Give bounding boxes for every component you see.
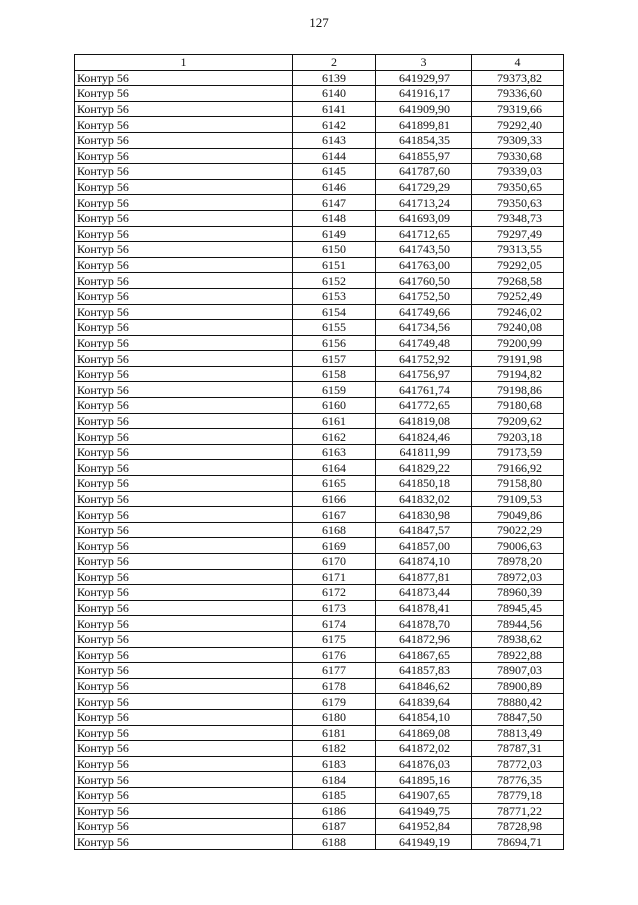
y-coordinate-cell: 78944,56 — [472, 616, 564, 632]
x-coordinate-cell: 641734,56 — [376, 320, 472, 336]
x-coordinate-cell: 641872,96 — [376, 631, 472, 647]
table-row — [75, 429, 564, 445]
y-coordinate-cell: 79166,92 — [472, 460, 564, 476]
point-number-cell: 6166 — [293, 491, 376, 507]
x-coordinate-cell: 641878,41 — [376, 600, 472, 616]
contour-name-cell: Контур 56 — [75, 101, 293, 117]
point-number-cell: 6169 — [293, 538, 376, 554]
point-number-cell: 6188 — [293, 834, 376, 850]
table-row — [75, 86, 564, 102]
table-row — [75, 476, 564, 492]
contour-name-cell: Контур 56 — [75, 70, 293, 86]
point-number-cell: 6140 — [293, 86, 376, 102]
contour-name-cell: Контур 56 — [75, 304, 293, 320]
x-coordinate-cell: 641839,64 — [376, 694, 472, 710]
y-coordinate-cell: 78978,20 — [472, 554, 564, 570]
contour-name-cell: Контур 56 — [75, 351, 293, 367]
contour-name-cell: Контур 56 — [75, 179, 293, 195]
x-coordinate-cell: 641949,19 — [376, 834, 472, 850]
point-number-cell: 6175 — [293, 631, 376, 647]
point-number-cell: 6176 — [293, 647, 376, 663]
x-coordinate-cell: 641909,90 — [376, 101, 472, 117]
x-coordinate-cell: 641761,74 — [376, 382, 472, 398]
point-number-cell: 6173 — [293, 600, 376, 616]
contour-name-cell: Контур 56 — [75, 538, 293, 554]
contour-name-cell: Контур 56 — [75, 382, 293, 398]
x-coordinate-cell: 641869,08 — [376, 725, 472, 741]
x-coordinate-cell: 641712,65 — [376, 226, 472, 242]
contour-name-cell: Контур 56 — [75, 366, 293, 382]
contour-name-cell: Контур 56 — [75, 117, 293, 133]
y-coordinate-cell: 78694,71 — [472, 834, 564, 850]
point-number-cell: 6161 — [293, 413, 376, 429]
y-coordinate-cell: 79194,82 — [472, 366, 564, 382]
contour-name-cell: Контур 56 — [75, 164, 293, 180]
contour-name-cell: Контур 56 — [75, 273, 293, 289]
point-number-cell: 6154 — [293, 304, 376, 320]
x-coordinate-cell: 641929,97 — [376, 70, 472, 86]
contour-name-cell: Контур 56 — [75, 678, 293, 694]
y-coordinate-cell: 79180,68 — [472, 398, 564, 414]
x-coordinate-cell: 641876,03 — [376, 756, 472, 772]
y-coordinate-cell: 78779,18 — [472, 787, 564, 803]
x-coordinate-cell: 641854,10 — [376, 709, 472, 725]
table-body — [75, 55, 564, 850]
contour-name-cell: Контур 56 — [75, 335, 293, 351]
x-coordinate-cell: 641854,35 — [376, 132, 472, 148]
table-row — [75, 304, 564, 320]
point-number-cell: 6167 — [293, 507, 376, 523]
x-coordinate-cell: 641952,84 — [376, 819, 472, 835]
contour-name-cell: Контур 56 — [75, 616, 293, 632]
table-row — [75, 819, 564, 835]
point-number-cell: 6164 — [293, 460, 376, 476]
point-number-cell: 6185 — [293, 787, 376, 803]
y-coordinate-cell: 78922,88 — [472, 647, 564, 663]
table-row — [75, 460, 564, 476]
table-row — [75, 398, 564, 414]
x-coordinate-cell: 641899,81 — [376, 117, 472, 133]
table-row — [75, 772, 564, 788]
y-coordinate-cell: 79373,82 — [472, 70, 564, 86]
x-coordinate-cell: 641857,83 — [376, 663, 472, 679]
point-number-cell: 6177 — [293, 663, 376, 679]
y-coordinate-cell: 79336,60 — [472, 86, 564, 102]
x-coordinate-cell: 641846,62 — [376, 678, 472, 694]
table-row — [75, 678, 564, 694]
column-header: 2 — [293, 55, 376, 71]
x-coordinate-cell: 641772,65 — [376, 398, 472, 414]
table-row — [75, 507, 564, 523]
table-row — [75, 288, 564, 304]
contour-name-cell: Контур 56 — [75, 132, 293, 148]
table-row — [75, 101, 564, 117]
contour-name-cell: Контур 56 — [75, 819, 293, 835]
point-number-cell: 6162 — [293, 429, 376, 445]
contour-name-cell: Контур 56 — [75, 772, 293, 788]
y-coordinate-cell: 78960,39 — [472, 585, 564, 601]
contour-name-cell: Контур 56 — [75, 554, 293, 570]
y-coordinate-cell: 79339,03 — [472, 164, 564, 180]
contour-name-cell: Контур 56 — [75, 741, 293, 757]
contour-name-cell: Контур 56 — [75, 257, 293, 273]
y-coordinate-cell: 78771,22 — [472, 803, 564, 819]
y-coordinate-cell: 78907,03 — [472, 663, 564, 679]
point-number-cell: 6150 — [293, 242, 376, 258]
y-coordinate-cell: 79319,66 — [472, 101, 564, 117]
x-coordinate-cell: 641850,18 — [376, 476, 472, 492]
table-header-row — [75, 55, 564, 71]
y-coordinate-cell: 79022,29 — [472, 522, 564, 538]
table-row — [75, 616, 564, 632]
point-number-cell: 6143 — [293, 132, 376, 148]
point-number-cell: 6160 — [293, 398, 376, 414]
table-row — [75, 538, 564, 554]
x-coordinate-cell: 641763,00 — [376, 257, 472, 273]
point-number-cell: 6178 — [293, 678, 376, 694]
y-coordinate-cell: 79292,40 — [472, 117, 564, 133]
point-number-cell: 6172 — [293, 585, 376, 601]
x-coordinate-cell: 641916,17 — [376, 86, 472, 102]
x-coordinate-cell: 641867,65 — [376, 647, 472, 663]
point-number-cell: 6165 — [293, 476, 376, 492]
y-coordinate-cell: 79158,80 — [472, 476, 564, 492]
y-coordinate-cell: 79313,55 — [472, 242, 564, 258]
point-number-cell: 6144 — [293, 148, 376, 164]
table-row — [75, 164, 564, 180]
contour-name-cell: Контур 56 — [75, 756, 293, 772]
contour-name-cell: Контур 56 — [75, 647, 293, 663]
contour-name-cell: Контур 56 — [75, 195, 293, 211]
y-coordinate-cell: 79203,18 — [472, 429, 564, 445]
x-coordinate-cell: 641855,97 — [376, 148, 472, 164]
table-row — [75, 787, 564, 803]
table-row — [75, 70, 564, 86]
x-coordinate-cell: 641832,02 — [376, 491, 472, 507]
y-coordinate-cell: 79109,53 — [472, 491, 564, 507]
y-coordinate-cell: 79006,63 — [472, 538, 564, 554]
table-row — [75, 320, 564, 336]
contour-name-cell: Контур 56 — [75, 226, 293, 242]
table-row — [75, 834, 564, 850]
point-number-cell: 6187 — [293, 819, 376, 835]
contour-name-cell: Контур 56 — [75, 398, 293, 414]
x-coordinate-cell: 641743,50 — [376, 242, 472, 258]
contour-name-cell: Контур 56 — [75, 320, 293, 336]
x-coordinate-cell: 641693,09 — [376, 210, 472, 226]
y-coordinate-cell: 79246,02 — [472, 304, 564, 320]
contour-name-cell: Контур 56 — [75, 148, 293, 164]
table-row — [75, 257, 564, 273]
point-number-cell: 6180 — [293, 709, 376, 725]
y-coordinate-cell: 79173,59 — [472, 444, 564, 460]
table-row — [75, 148, 564, 164]
contour-name-cell: Контур 56 — [75, 694, 293, 710]
point-number-cell: 6163 — [293, 444, 376, 460]
table-row — [75, 756, 564, 772]
table-row — [75, 522, 564, 538]
contour-name-cell: Контур 56 — [75, 600, 293, 616]
y-coordinate-cell: 78900,89 — [472, 678, 564, 694]
table-row — [75, 351, 564, 367]
table-row — [75, 569, 564, 585]
contour-name-cell: Контур 56 — [75, 663, 293, 679]
contour-name-cell: Контур 56 — [75, 288, 293, 304]
page-number: 127 — [309, 15, 329, 30]
y-coordinate-cell: 78813,49 — [472, 725, 564, 741]
y-coordinate-cell: 78972,03 — [472, 569, 564, 585]
contour-name-cell: Контур 56 — [75, 429, 293, 445]
contour-name-cell: Контур 56 — [75, 242, 293, 258]
y-coordinate-cell: 78847,50 — [472, 709, 564, 725]
y-coordinate-cell: 79297,49 — [472, 226, 564, 242]
point-number-cell: 6149 — [293, 226, 376, 242]
contour-name-cell: Контур 56 — [75, 86, 293, 102]
point-number-cell: 6146 — [293, 179, 376, 195]
table-row — [75, 195, 564, 211]
x-coordinate-cell: 641749,48 — [376, 335, 472, 351]
y-coordinate-cell: 79198,86 — [472, 382, 564, 398]
point-number-cell: 6168 — [293, 522, 376, 538]
table-row — [75, 366, 564, 382]
y-coordinate-cell: 78880,42 — [472, 694, 564, 710]
y-coordinate-cell: 78728,98 — [472, 819, 564, 835]
y-coordinate-cell: 79191,98 — [472, 351, 564, 367]
contour-name-cell: Контур 56 — [75, 631, 293, 647]
x-coordinate-cell: 641857,00 — [376, 538, 472, 554]
contour-name-cell: Контур 56 — [75, 569, 293, 585]
table-row — [75, 647, 564, 663]
x-coordinate-cell: 641752,50 — [376, 288, 472, 304]
table-row — [75, 335, 564, 351]
x-coordinate-cell: 641872,02 — [376, 741, 472, 757]
point-number-cell: 6151 — [293, 257, 376, 273]
x-coordinate-cell: 641847,57 — [376, 522, 472, 538]
x-coordinate-cell: 641760,50 — [376, 273, 472, 289]
point-number-cell: 6184 — [293, 772, 376, 788]
point-number-cell: 6148 — [293, 210, 376, 226]
y-coordinate-cell: 78772,03 — [472, 756, 564, 772]
y-coordinate-cell: 79209,62 — [472, 413, 564, 429]
x-coordinate-cell: 641824,46 — [376, 429, 472, 445]
table-row — [75, 491, 564, 507]
contour-name-cell: Контур 56 — [75, 834, 293, 850]
column-header: 1 — [75, 55, 293, 71]
table-row — [75, 413, 564, 429]
point-number-cell: 6183 — [293, 756, 376, 772]
x-coordinate-cell: 641749,66 — [376, 304, 472, 320]
contour-name-cell: Контур 56 — [75, 522, 293, 538]
table-row — [75, 709, 564, 725]
table-row — [75, 725, 564, 741]
table-row — [75, 663, 564, 679]
table-row — [75, 179, 564, 195]
x-coordinate-cell: 641907,65 — [376, 787, 472, 803]
contour-name-cell: Контур 56 — [75, 709, 293, 725]
table-row — [75, 132, 564, 148]
point-number-cell: 6142 — [293, 117, 376, 133]
contour-name-cell: Контур 56 — [75, 787, 293, 803]
contour-name-cell: Контур 56 — [75, 413, 293, 429]
x-coordinate-cell: 641729,29 — [376, 179, 472, 195]
table-row — [75, 803, 564, 819]
coordinates-table — [74, 54, 564, 850]
contour-name-cell: Контур 56 — [75, 210, 293, 226]
y-coordinate-cell: 78787,31 — [472, 741, 564, 757]
y-coordinate-cell: 79348,73 — [472, 210, 564, 226]
table-row — [75, 273, 564, 289]
table-row — [75, 117, 564, 133]
x-coordinate-cell: 641878,70 — [376, 616, 472, 632]
table-row — [75, 585, 564, 601]
point-number-cell: 6141 — [293, 101, 376, 117]
y-coordinate-cell: 79049,86 — [472, 507, 564, 523]
point-number-cell: 6170 — [293, 554, 376, 570]
y-coordinate-cell: 79240,08 — [472, 320, 564, 336]
column-header: 3 — [376, 55, 472, 71]
point-number-cell: 6179 — [293, 694, 376, 710]
x-coordinate-cell: 641819,08 — [376, 413, 472, 429]
y-coordinate-cell: 78938,62 — [472, 631, 564, 647]
x-coordinate-cell: 641949,75 — [376, 803, 472, 819]
point-number-cell: 6171 — [293, 569, 376, 585]
x-coordinate-cell: 641873,44 — [376, 585, 472, 601]
y-coordinate-cell: 79292,05 — [472, 257, 564, 273]
table-row — [75, 741, 564, 757]
y-coordinate-cell: 79252,49 — [472, 288, 564, 304]
y-coordinate-cell: 78776,35 — [472, 772, 564, 788]
contour-name-cell: Контур 56 — [75, 476, 293, 492]
point-number-cell: 6156 — [293, 335, 376, 351]
table-row — [75, 242, 564, 258]
point-number-cell: 6181 — [293, 725, 376, 741]
y-coordinate-cell: 79350,65 — [472, 179, 564, 195]
table-row — [75, 554, 564, 570]
point-number-cell: 6147 — [293, 195, 376, 211]
x-coordinate-cell: 641874,10 — [376, 554, 472, 570]
point-number-cell: 6182 — [293, 741, 376, 757]
x-coordinate-cell: 641895,16 — [376, 772, 472, 788]
contour-name-cell: Контур 56 — [75, 444, 293, 460]
point-number-cell: 6159 — [293, 382, 376, 398]
table-row — [75, 226, 564, 242]
contour-name-cell: Контур 56 — [75, 585, 293, 601]
point-number-cell: 6153 — [293, 288, 376, 304]
contour-name-cell: Контур 56 — [75, 725, 293, 741]
y-coordinate-cell: 79268,58 — [472, 273, 564, 289]
y-coordinate-cell: 79330,68 — [472, 148, 564, 164]
point-number-cell: 6174 — [293, 616, 376, 632]
table-row — [75, 210, 564, 226]
y-coordinate-cell: 78945,45 — [472, 600, 564, 616]
point-number-cell: 6155 — [293, 320, 376, 336]
x-coordinate-cell: 641756,97 — [376, 366, 472, 382]
point-number-cell: 6158 — [293, 366, 376, 382]
table-row — [75, 444, 564, 460]
x-coordinate-cell: 641752,92 — [376, 351, 472, 367]
column-header: 4 — [472, 55, 564, 71]
x-coordinate-cell: 641829,22 — [376, 460, 472, 476]
table-row — [75, 382, 564, 398]
contour-name-cell: Контур 56 — [75, 803, 293, 819]
x-coordinate-cell: 641713,24 — [376, 195, 472, 211]
y-coordinate-cell: 79350,63 — [472, 195, 564, 211]
x-coordinate-cell: 641877,81 — [376, 569, 472, 585]
contour-name-cell: Контур 56 — [75, 460, 293, 476]
contour-name-cell: Контур 56 — [75, 491, 293, 507]
y-coordinate-cell: 79309,33 — [472, 132, 564, 148]
point-number-cell: 6186 — [293, 803, 376, 819]
table-row — [75, 694, 564, 710]
table-row — [75, 600, 564, 616]
y-coordinate-cell: 79200,99 — [472, 335, 564, 351]
table-row — [75, 631, 564, 647]
x-coordinate-cell: 641830,98 — [376, 507, 472, 523]
point-number-cell: 6145 — [293, 164, 376, 180]
x-coordinate-cell: 641811,99 — [376, 444, 472, 460]
contour-name-cell: Контур 56 — [75, 507, 293, 523]
point-number-cell: 6139 — [293, 70, 376, 86]
point-number-cell: 6152 — [293, 273, 376, 289]
x-coordinate-cell: 641787,60 — [376, 164, 472, 180]
point-number-cell: 6157 — [293, 351, 376, 367]
